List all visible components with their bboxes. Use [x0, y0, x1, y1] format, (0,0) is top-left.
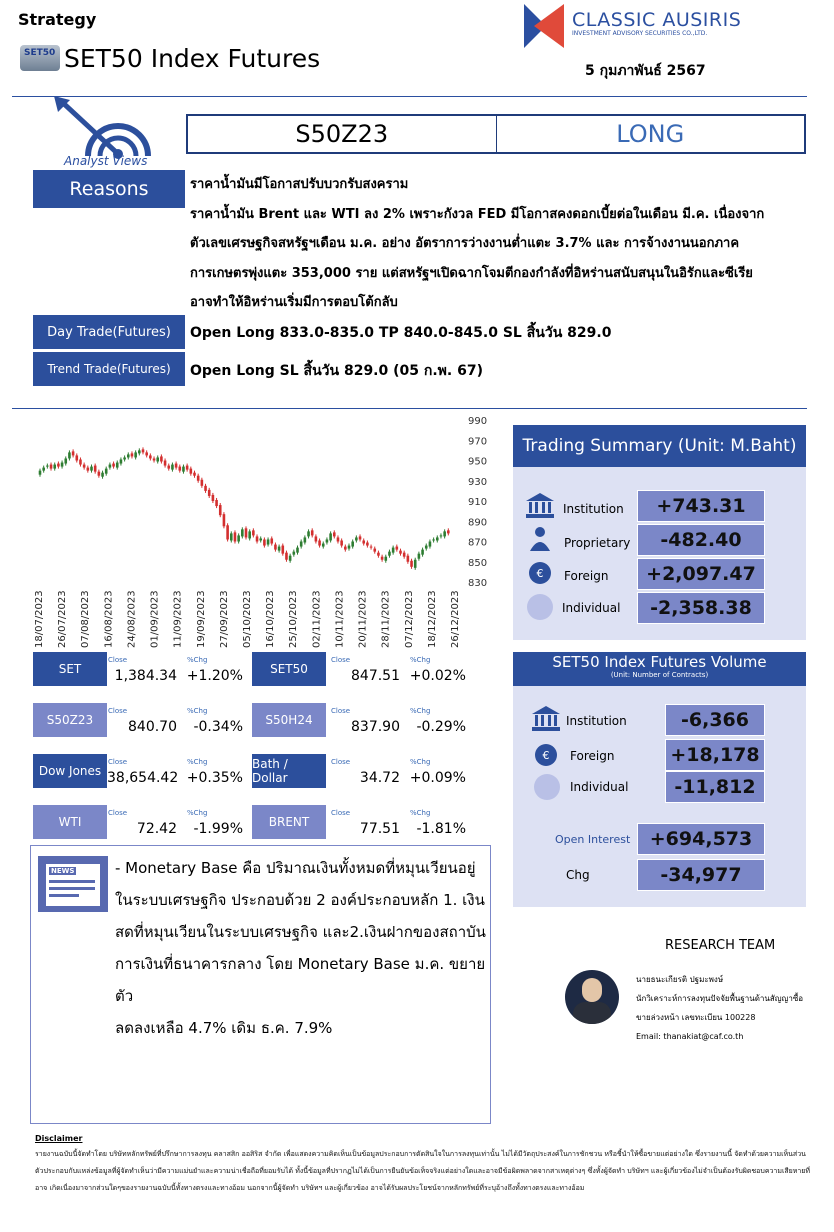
- candle-body: [75, 455, 78, 460]
- candle-body: [337, 537, 340, 541]
- contract-box: [186, 114, 806, 154]
- market-chg: +1.20%: [186, 668, 243, 684]
- institution-icon: [531, 704, 561, 732]
- brand-name: CLASSIC AUSIRIS: [572, 9, 742, 31]
- candle-body: [256, 536, 259, 541]
- candle-body: [311, 530, 314, 535]
- market-name: BRENT: [252, 805, 326, 839]
- futures-volume-subtitle: (Unit: Number of Contracts): [610, 671, 709, 679]
- candle-body: [289, 556, 292, 561]
- candle-body: [344, 547, 347, 550]
- market-close: 840.70: [128, 719, 177, 735]
- candle-body: [79, 459, 82, 464]
- reasons-line: การเกษตรพุ่งแตะ 353,000 ราย แต่สหรัฐฯเปิดฉากโจมตีกองกำลังที่อิหร่านสนับสนุนในอิรักและซีเรีย: [190, 265, 753, 281]
- candle-body: [190, 469, 193, 474]
- candle-body: [425, 546, 428, 549]
- candle-body: [421, 550, 424, 555]
- news-text: [115, 852, 487, 1044]
- reasons-label: Reasons: [33, 170, 185, 208]
- candle-body: [326, 539, 329, 542]
- x-tick-label: 19/09/2023: [195, 590, 207, 648]
- candle-body: [245, 528, 248, 537]
- candle-body: [418, 554, 421, 559]
- market-chg: +0.02%: [409, 668, 466, 684]
- candle-body: [171, 465, 174, 470]
- candle-body: [248, 531, 251, 538]
- candle-body: [388, 552, 391, 556]
- candle-body: [219, 505, 222, 515]
- candle-body: [293, 552, 296, 555]
- candle-body: [377, 553, 380, 556]
- candle-body: [322, 544, 325, 547]
- candle-body: [392, 548, 395, 553]
- avatar-face: [582, 978, 602, 1002]
- candle-body: [182, 467, 185, 472]
- candle-body: [186, 466, 189, 470]
- reasons-line: อาจทำให้อิหร่านเริ่มมีการตอบโต้กลับ: [190, 295, 398, 310]
- day-trade-text: Open Long 833.0-835.0 TP 840.0-845.0 SL สิ้นวัน 829.0: [190, 325, 612, 341]
- candle-body: [101, 473, 104, 477]
- candle-body: [252, 530, 255, 535]
- candle-body: [167, 466, 170, 469]
- candle-body: [241, 529, 244, 536]
- candle-body: [164, 461, 167, 466]
- x-tick-label: 26/07/2023: [57, 590, 69, 648]
- analyst-email[interactable]: Email: thanakiat@caf.co.th: [636, 1032, 744, 1041]
- vol-institution-value: -6,366: [665, 704, 765, 736]
- market-name: SET50: [252, 652, 326, 686]
- disclaimer-title: Disclaimer: [35, 1134, 83, 1143]
- candle-body: [223, 514, 226, 526]
- candle-body: [153, 458, 156, 460]
- ts-foreign-label: Foreign: [564, 569, 609, 583]
- x-tick-label: 28/11/2023: [380, 590, 392, 648]
- avatar-body: [573, 1002, 611, 1024]
- market-chg: -0.29%: [416, 719, 466, 735]
- section-label: Strategy: [18, 10, 97, 29]
- open-interest-value: +694,573: [637, 823, 765, 855]
- price-chart: [30, 410, 500, 655]
- candle-body: [355, 537, 358, 540]
- candle-body: [403, 553, 406, 557]
- close-header: Close: [108, 809, 128, 817]
- news-icon-paper: [46, 864, 100, 906]
- chg-header: %Chg: [187, 656, 208, 664]
- analyst-avatar: [565, 970, 619, 1024]
- ts-individual-value: -2,358.38: [637, 592, 765, 624]
- proprietary-icon: [525, 525, 555, 553]
- analyst-info: [636, 970, 803, 1046]
- news-icon: [38, 856, 108, 912]
- candle-body: [307, 531, 310, 536]
- vol-foreign-value: +18,178: [665, 739, 765, 771]
- candle-body: [362, 540, 365, 543]
- candle-body: [436, 537, 439, 540]
- x-tick-label: 11/09/2023: [172, 590, 184, 648]
- candle-body: [178, 467, 181, 471]
- candle-body: [120, 459, 123, 463]
- analyst-views-label: Analyst Views: [64, 154, 148, 168]
- foreign-icon: [531, 740, 561, 768]
- candle-body: [57, 464, 60, 467]
- ts-proprietary-value: -482.40: [637, 524, 765, 556]
- candle-body: [348, 546, 351, 549]
- market-name: Dow Jones: [33, 754, 107, 788]
- news-line: สดที่หมุนเวียนในระบบเศรษฐกิจ และ2.เงินฝากของสถาบัน: [115, 923, 486, 941]
- y-tick-label: 950: [468, 456, 488, 468]
- candle-body: [296, 548, 299, 553]
- candle-body: [270, 538, 273, 543]
- y-tick-label: 930: [468, 476, 488, 488]
- chg-header: %Chg: [187, 707, 208, 715]
- news-line: ลดลงเหลือ 4.7% เดิม ธ.ค. 7.9%: [115, 1019, 333, 1037]
- candle-body: [274, 545, 277, 550]
- y-tick-label: 890: [468, 517, 488, 529]
- candle-body: [87, 468, 90, 471]
- trend-trade-text: Open Long SL สิ้นวัน 829.0 (05 ก.พ. 67): [190, 363, 483, 379]
- vol-individual-label: Individual: [570, 780, 629, 794]
- trend-trade-label: Trend Trade(Futures): [33, 352, 185, 386]
- candle-body: [285, 553, 288, 560]
- day-trade-label: Day Trade(Futures): [33, 315, 185, 349]
- candle-body: [197, 476, 200, 481]
- candle-body: [267, 539, 270, 544]
- market-chg: -0.34%: [193, 719, 243, 735]
- candle-body: [98, 472, 101, 476]
- market-chg: -1.99%: [193, 821, 243, 837]
- candle-body: [226, 525, 229, 539]
- candle-body: [315, 536, 318, 541]
- market-chg: +0.35%: [186, 770, 243, 786]
- candle-body: [329, 533, 332, 540]
- open-interest-label: Open Interest: [555, 833, 631, 846]
- vol-individual-value: -11,812: [665, 771, 765, 803]
- futures-volume-header: [513, 652, 806, 686]
- candle-body: [90, 467, 93, 471]
- page-title: SET50 Index Futures: [64, 44, 321, 73]
- candle-body: [50, 465, 53, 469]
- x-tick-label: 24/08/2023: [126, 590, 138, 648]
- market-name: S50Z23: [33, 703, 107, 737]
- candle-body: [61, 463, 64, 467]
- x-tick-label: 26/12/2023: [450, 590, 461, 648]
- candle-body: [64, 458, 67, 463]
- market-close: 77.51: [359, 821, 400, 837]
- candle-body: [156, 457, 159, 461]
- candle-body: [193, 473, 196, 476]
- market-name: SET: [33, 652, 107, 686]
- candle-body: [447, 530, 450, 533]
- news-icon-label: NEWS: [51, 867, 75, 875]
- x-tick-label: 25/10/2023: [288, 590, 300, 648]
- candle-body: [359, 536, 362, 539]
- ts-institution-value: +743.31: [637, 490, 765, 522]
- candle-body: [304, 537, 307, 542]
- brand-subtitle: INVESTMENT ADVISORY SECURITIES CO.,LTD.: [572, 30, 708, 37]
- set50-logo-text: SET50: [24, 48, 56, 58]
- vol-foreign-label: Foreign: [570, 749, 615, 763]
- candle-body: [127, 454, 130, 457]
- report-date: 5 กุมภาพันธ์ 2567: [585, 63, 706, 79]
- candle-body: [259, 538, 262, 540]
- candle-body: [384, 557, 387, 561]
- candle-body: [112, 464, 115, 467]
- close-header: Close: [331, 758, 351, 766]
- set50-logo: [20, 45, 60, 71]
- candle-body: [72, 451, 75, 455]
- candle-body: [160, 456, 163, 461]
- candle-body: [366, 543, 369, 546]
- candle-body: [429, 542, 432, 547]
- individual-icon: [527, 594, 553, 620]
- chg-header: %Chg: [410, 656, 431, 664]
- candle-body: [105, 469, 108, 474]
- news-icon-line: [49, 880, 95, 883]
- candle-body: [201, 480, 204, 486]
- market-chg: -1.81%: [416, 821, 466, 837]
- candle-body: [333, 532, 336, 536]
- candle-body: [212, 495, 215, 501]
- oi-chg-label: Chg: [566, 868, 590, 882]
- candle-body: [215, 500, 218, 506]
- disclaimer-text: รายงานฉบับนี้จัดทำโดย บริษัทหลักทรัพย์ที่ปรึกษาการลงทุน คลาสสิก ออสิริส จำกัด เพื่อแสดงความคิดเห็นเป็นข้อมูลประกอบการตัดสินใจในการลงทุนเท่านั้น ไม่ได้มีวัตถุประสงค์ในการชักชวน หรือชี้นำให้ซื้อขายแต่อย่างใด ซึ่งรายงานนี้ จัดทำด้วยความเห็นส่วนตัวประกอบกับแหล่งข้อมูลที่ผู้จัดทำเห็นว่ามีความแม่นยำและความน่าเชื่อถือที่ยอมรับได้ ทั้งนี้ข้อมูลที่ปรากฏไม่ได้เป็นการยืนยันข้อเท็จจริงแต่อย่างใดและอาจมีข้อผิดพลาดจากสาเหตุต่างๆ ซึ่งทั้งผู้จัดทำ บริษัทฯ และผู้เกี่ยวข้องไม่จำเป็นต้องรับผิดชอบความเสียหายที่อาจ เกิดเนื่องมาจากส่วนใดๆของรายงานฉบับนี้ทั้งทางตรงและทางอ้อม นอกจากนี้ผู้จัดทำ บริษัทฯ และผู้เกี่ยวข้อง อาจได้รับผลประโยชน์จากหลักทรัพย์ที่ระบุอ้างถึงทั้งทางตรงและทางอ้อม: [35, 1150, 811, 1192]
- market-name: Bath / Dollar: [252, 754, 326, 788]
- trading-summary-title: Trading Summary (Unit: M.Baht): [513, 425, 806, 467]
- candle-body: [399, 551, 402, 554]
- candle-body: [370, 547, 373, 548]
- oi-chg-value: -34,977: [637, 859, 765, 891]
- candle-body: [109, 465, 112, 468]
- market-close: 34.72: [359, 770, 400, 786]
- candle-body: [432, 539, 435, 540]
- market-close: 837.90: [351, 719, 400, 735]
- contract-symbol: S50Z23: [188, 116, 497, 152]
- chg-header: %Chg: [410, 758, 431, 766]
- candle-body: [131, 453, 134, 456]
- candle-body: [407, 556, 410, 562]
- candle-body: [414, 560, 417, 568]
- candle-body: [440, 535, 443, 536]
- institution-icon: [525, 491, 555, 519]
- candle-body: [46, 466, 49, 467]
- ts-proprietary-label: Proprietary: [564, 536, 631, 550]
- ts-foreign-value: +2,097.47: [637, 558, 765, 590]
- y-tick-label: 990: [468, 416, 488, 427]
- news-line: ในระบบเศรษฐกิจ ประกอบด้วย 2 องค์ประกอบหลัก 1. เงิน: [115, 891, 485, 909]
- candle-body: [410, 561, 413, 567]
- news-line: การเงินที่ธนาคารกลาง โดย Monetary Base ม.ค. ขยายตัว: [115, 955, 486, 1005]
- individual-icon: [534, 774, 560, 800]
- candle-body: [68, 452, 71, 458]
- candle-body: [318, 540, 321, 545]
- candle-body: [145, 452, 148, 455]
- candle-body: [443, 531, 446, 536]
- candle-body: [39, 471, 42, 475]
- x-tick-label: 18/07/2023: [34, 590, 45, 648]
- candle-body: [300, 542, 303, 547]
- news-line: - Monetary Base คือ ปริมาณเงินทั้งหมดที่หมุนเวียนอยู่: [115, 859, 476, 877]
- candle-body: [351, 542, 354, 547]
- candle-body: [42, 468, 45, 471]
- y-tick-label: 970: [468, 436, 488, 448]
- candle-body: [94, 466, 97, 472]
- y-tick-label: 870: [468, 537, 488, 549]
- candle-body: [230, 533, 233, 540]
- svg-text:€: €: [542, 749, 550, 762]
- candle-body: [134, 452, 137, 457]
- market-close: 847.51: [351, 668, 400, 684]
- close-header: Close: [108, 707, 128, 715]
- section-divider: [12, 408, 807, 409]
- y-tick-label: 910: [468, 497, 488, 508]
- vol-institution-label: Institution: [566, 714, 627, 728]
- candle-body: [278, 547, 281, 551]
- close-header: Close: [108, 758, 128, 766]
- brand-logo-icon: [524, 4, 564, 48]
- x-tick-label: 07/08/2023: [80, 590, 92, 648]
- market-close: 1,384.34: [114, 668, 177, 684]
- x-tick-label: 07/12/2023: [403, 590, 415, 648]
- news-icon-line: [49, 887, 95, 890]
- analyst-name: นายธนะเกียรติ ปฐมะพงษ์: [636, 975, 724, 984]
- candle-body: [116, 463, 119, 468]
- chg-header: %Chg: [187, 758, 208, 766]
- candle-body: [381, 557, 384, 560]
- close-header: Close: [331, 656, 351, 664]
- x-tick-label: 16/10/2023: [265, 590, 277, 648]
- chg-header: %Chg: [410, 707, 431, 715]
- x-tick-label: 18/12/2023: [426, 590, 438, 648]
- analyst-license: ขายล่วงหน้า เลขทะเบียน 100228: [636, 1013, 756, 1022]
- reasons-text: [190, 170, 810, 318]
- market-close: 38,654.42: [107, 770, 179, 786]
- research-team-title: RESEARCH TEAM: [665, 938, 776, 953]
- close-header: Close: [331, 809, 351, 817]
- reasons-line: ตัวเลขเศรษฐกิจสหรัฐฯเดือน ม.ค. อย่าง อัตราการว่างงานต่ำแตะ 3.7% และ การจ้างงานนอกภาค: [190, 236, 740, 251]
- reasons-headline: ราคาน้ำมันมีโอกาสปรับบวกรับสงคราม: [190, 177, 409, 192]
- market-name: S50H24: [252, 703, 326, 737]
- futures-volume-title: SET50 Index Futures Volume: [552, 653, 767, 671]
- foreign-icon: [525, 558, 555, 586]
- candle-body: [53, 465, 56, 469]
- candle-body: [263, 539, 266, 545]
- y-tick-label: 850: [468, 557, 488, 569]
- candle-body: [83, 465, 86, 468]
- candle-body: [175, 464, 178, 468]
- candle-body: [204, 486, 207, 491]
- x-tick-label: 16/08/2023: [103, 590, 115, 648]
- chg-header: %Chg: [410, 809, 431, 817]
- x-tick-label: 02/11/2023: [311, 590, 323, 648]
- ts-institution-label: Institution: [563, 502, 624, 516]
- candle-body: [149, 455, 152, 458]
- candle-body: [138, 450, 141, 453]
- contract-position: LONG: [616, 120, 685, 148]
- candle-body: [208, 490, 211, 496]
- x-tick-label: 05/10/2023: [242, 590, 253, 648]
- candle-body: [396, 547, 399, 550]
- ts-individual-label: Individual: [562, 601, 621, 615]
- candle-body: [142, 449, 145, 452]
- svg-text:€: €: [536, 567, 544, 580]
- market-name: WTI: [33, 805, 107, 839]
- y-tick-label: 830: [468, 578, 488, 589]
- x-tick-label: 27/09/2023: [218, 590, 230, 648]
- market-close: 72.42: [136, 821, 177, 837]
- candle-body: [281, 546, 284, 554]
- chg-header: %Chg: [187, 809, 208, 817]
- analyst-role: นักวิเคราะห์การลงทุนปัจจัยพื้นฐานด้านสัญญาซื้อ: [636, 994, 804, 1003]
- reasons-line: ราคาน้ำมัน Brent และ WTI ลง 2% เพราะกังวล FED มีโอกาสคงดอกเบี้ยต่อในเดือน มี.ค. เนื่องจาก: [190, 206, 765, 222]
- candle-body: [237, 535, 240, 541]
- candle-body: [234, 532, 237, 541]
- x-tick-label: 01/09/2023: [149, 590, 161, 648]
- candle-body: [373, 549, 376, 552]
- news-icon-line: [49, 894, 79, 897]
- x-tick-label: 10/11/2023: [334, 590, 346, 648]
- market-chg: +0.09%: [409, 770, 466, 786]
- close-header: Close: [108, 656, 128, 664]
- candle-body: [123, 457, 126, 459]
- x-tick-label: 20/11/2023: [357, 590, 369, 648]
- candle-body: [340, 540, 343, 545]
- close-header: Close: [331, 707, 351, 715]
